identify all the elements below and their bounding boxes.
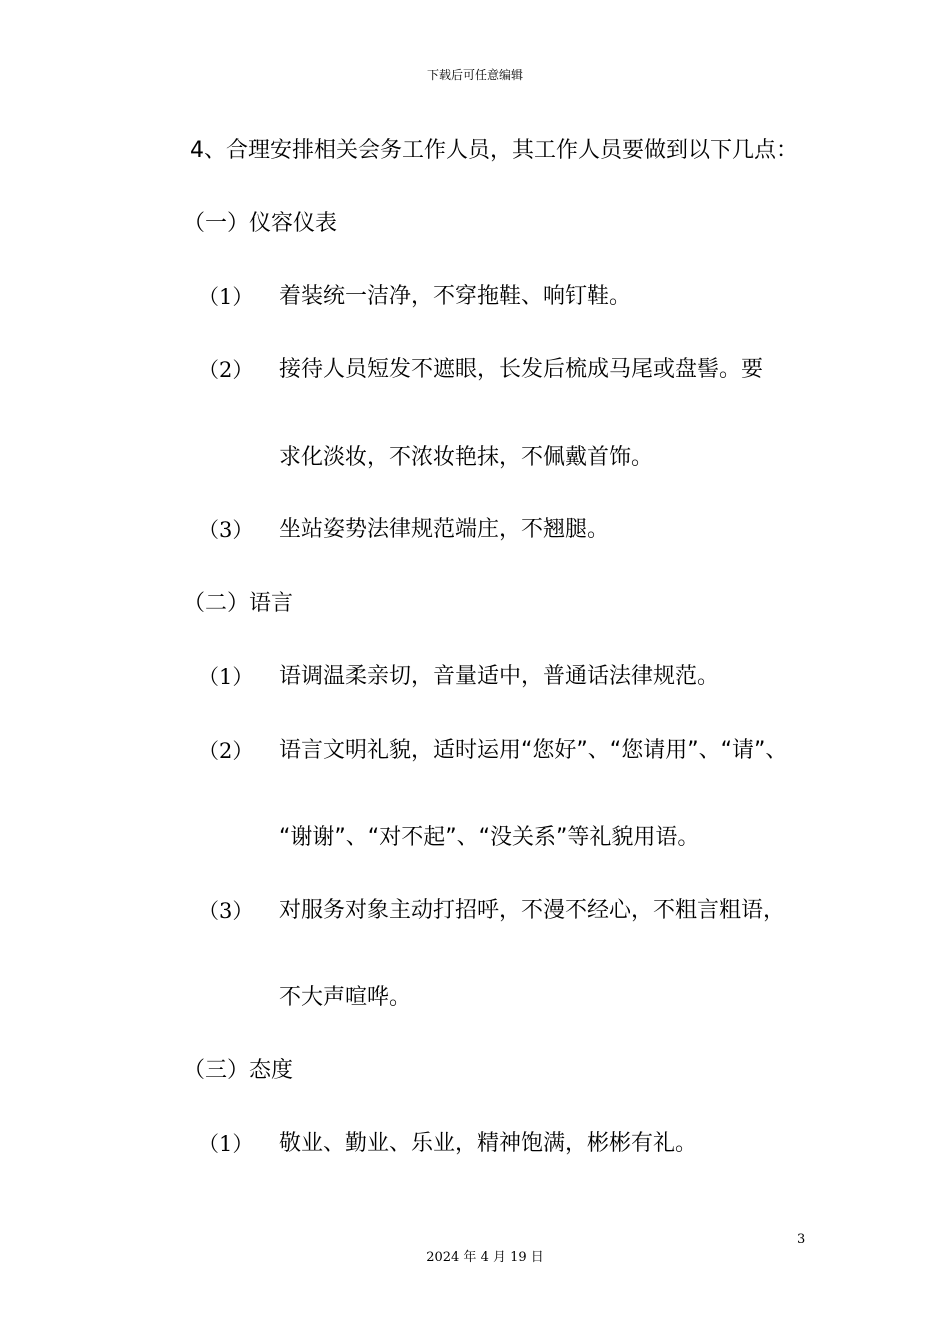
item-text: 接待人员短发不遮眼，长发后梳成马尾或盘髻。要 — [279, 357, 764, 382]
section-heading-language: （二）语言 — [183, 591, 294, 616]
item-text: 敬业、勤业、乐业，精神饱满，彬彬有礼。 — [279, 1131, 698, 1156]
section-heading-attitude: （三）态度 — [183, 1058, 294, 1083]
item-number: （2） — [198, 739, 254, 763]
item-number: （1） — [198, 665, 254, 689]
item-number: （1） — [198, 285, 254, 309]
item-number: （2） — [198, 358, 254, 382]
item-text: 对服务对象主动打招呼，不漫不经心，不粗言粗语， — [279, 898, 786, 923]
intro-paragraph: 4、合理安排相关会务工作人员，其工作人员要做到以下几点： — [190, 138, 798, 163]
footer-date: 2024 年 4 月 19 日 — [426, 1250, 544, 1265]
page-header: 下载后可任意编辑 — [426, 68, 523, 82]
item-number: （1） — [198, 1132, 254, 1156]
item-text-continued: 求化淡妆，不浓妆艳抹，不佩戴首饰。 — [279, 445, 654, 470]
item-text: 坐站姿势法律规范端庄，不翘腿。 — [279, 517, 610, 542]
page-number: 3 — [797, 1232, 806, 1247]
item-number: （3） — [198, 518, 254, 542]
item-text-continued: 不大声喧哗。 — [279, 985, 412, 1010]
item-text: 着装统一洁净，不穿拖鞋、响钉鞋。 — [279, 284, 632, 309]
item-text: 语调温柔亲切，音量适中，普通话法律规范。 — [279, 664, 720, 689]
section-heading-appearance: （一）仪容仪表 — [183, 211, 338, 236]
item-text-continued: “谢谢”、“对不起”、“没关系”等礼貌用语。 — [279, 825, 700, 850]
item-number: （3） — [198, 899, 254, 923]
item-text: 语言文明礼貌，适时运用“您好”、“您请用”、“请”、 — [279, 738, 788, 763]
